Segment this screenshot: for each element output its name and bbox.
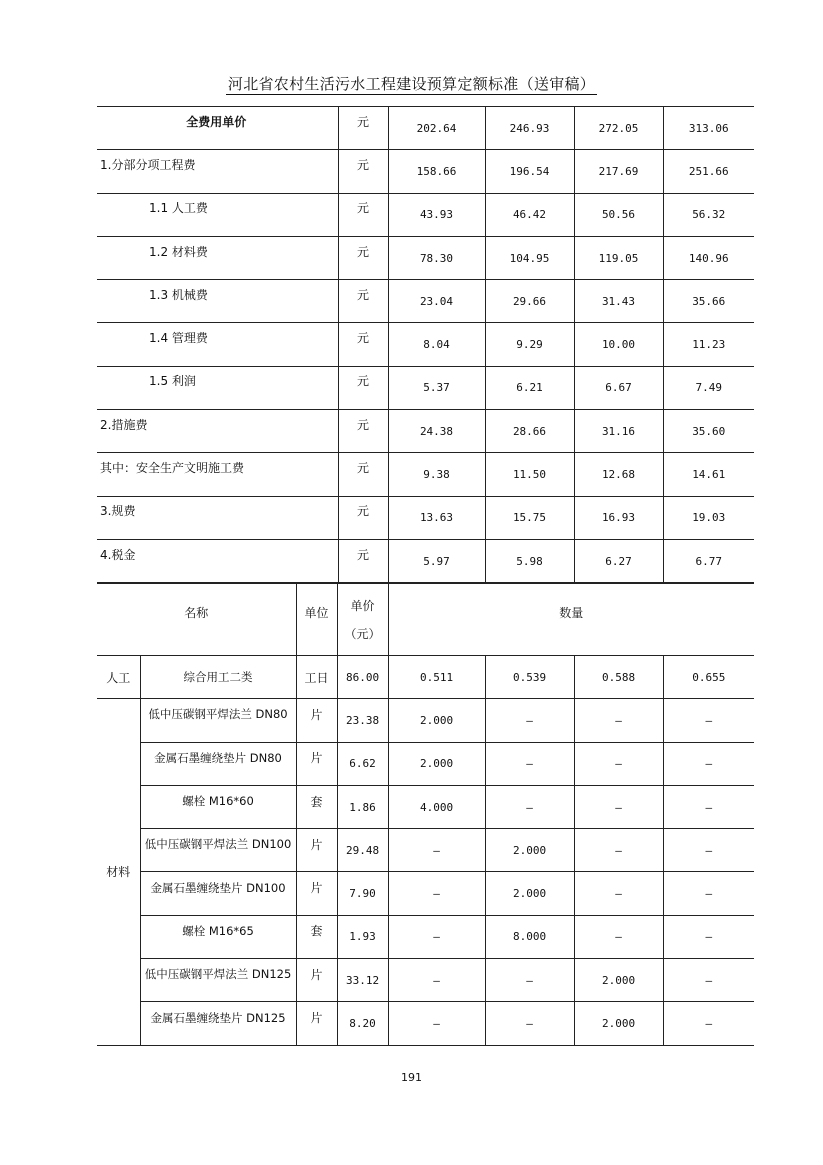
material-quantity: –: [388, 1002, 485, 1045]
material-price: 23.38: [337, 699, 388, 742]
resource-detail-body: [97, 584, 754, 1046]
header-quantity: [388, 584, 754, 656]
material-price: 29.48: [337, 829, 388, 872]
material-quantity: –: [663, 872, 754, 915]
labor-name: 综合用工二类: [140, 656, 296, 699]
summary-row: [97, 539, 754, 582]
header-quantity-text: 数量: [559, 606, 584, 620]
summary-unit: 元: [338, 323, 388, 366]
summary-value: 202.64: [388, 107, 485, 150]
summary-value: 23.04: [388, 280, 485, 323]
summary-row: [97, 107, 754, 150]
material-unit: 片: [296, 699, 337, 742]
summary-unit: 元: [338, 107, 388, 150]
summary-value: 9.29: [485, 323, 574, 366]
material-quantity: –: [485, 785, 574, 828]
summary-value: 31.16: [574, 410, 663, 453]
labor-unit: 工日: [296, 656, 337, 699]
header-price-line1: 单价: [350, 598, 375, 613]
summary-label: 其中：安全生产文明施工费: [97, 453, 338, 496]
summary-value: 11.23: [663, 323, 754, 366]
summary-value: 46.42: [485, 193, 574, 236]
material-price: 8.20: [337, 1002, 388, 1045]
summary-value: 217.69: [574, 150, 663, 193]
summary-label: 全费用单价: [97, 107, 338, 150]
summary-unit: 元: [338, 236, 388, 279]
summary-label: 1.3 机械费: [97, 280, 338, 323]
material-quantity: –: [574, 829, 663, 872]
summary-row: [97, 496, 754, 539]
summary-row: [97, 323, 754, 366]
cost-summary-table: [97, 106, 754, 583]
summary-unit: 元: [338, 150, 388, 193]
summary-value: 14.61: [663, 453, 754, 496]
summary-unit: 元: [338, 453, 388, 496]
summary-value: 35.60: [663, 410, 754, 453]
summary-value: 35.66: [663, 280, 754, 323]
resource-detail-table: [97, 583, 754, 1046]
detail-header-row: [97, 584, 754, 656]
summary-value: 104.95: [485, 236, 574, 279]
material-quantity: 2.000: [388, 742, 485, 785]
summary-value: 24.38: [388, 410, 485, 453]
summary-value: 5.98: [485, 539, 574, 582]
material-row: [97, 699, 754, 742]
summary-value: 31.43: [574, 280, 663, 323]
material-unit: 片: [296, 829, 337, 872]
summary-value: 246.93: [485, 107, 574, 150]
material-name: 低中压碳钢平焊法兰 DN125: [140, 959, 296, 1002]
labor-quantity: 0.655: [663, 656, 754, 699]
material-quantity: –: [574, 872, 663, 915]
summary-unit: 元: [338, 193, 388, 236]
summary-value: 13.63: [388, 496, 485, 539]
summary-value: 196.54: [485, 150, 574, 193]
header-name: [97, 584, 296, 656]
header-price: [337, 584, 388, 656]
material-quantity: –: [574, 915, 663, 958]
material-quantity: –: [663, 1002, 754, 1045]
summary-value: 119.05: [574, 236, 663, 279]
summary-label: 4.税金: [97, 539, 338, 582]
summary-value: 6.77: [663, 539, 754, 582]
summary-label: 1.分部分项工程费: [97, 150, 338, 193]
summary-value: 7.49: [663, 366, 754, 409]
header-unit-text: 单位: [304, 606, 329, 620]
summary-row: [97, 453, 754, 496]
material-price: 1.86: [337, 785, 388, 828]
summary-value: 12.68: [574, 453, 663, 496]
material-quantity: –: [663, 959, 754, 1002]
material-quantity: –: [388, 959, 485, 1002]
summary-value: 6.21: [485, 366, 574, 409]
labor-quantity: 0.511: [388, 656, 485, 699]
cost-summary-body: [97, 107, 754, 583]
summary-value: 251.66: [663, 150, 754, 193]
material-quantity: –: [574, 785, 663, 828]
summary-row: [97, 366, 754, 409]
header-name-text: 名称: [184, 606, 209, 620]
material-unit: 套: [296, 915, 337, 958]
material-quantity: –: [485, 959, 574, 1002]
summary-label: 1.4 管理费: [97, 323, 338, 366]
material-quantity: –: [388, 829, 485, 872]
material-row: [97, 1002, 754, 1045]
material-row: [97, 915, 754, 958]
material-row: [97, 742, 754, 785]
material-row: [97, 959, 754, 1002]
summary-value: 11.50: [485, 453, 574, 496]
summary-value: 5.37: [388, 366, 485, 409]
summary-label: 1.5 利润: [97, 366, 338, 409]
labor-category: 人工: [97, 656, 140, 699]
material-quantity: –: [663, 829, 754, 872]
labor-price: 86.00: [337, 656, 388, 699]
material-quantity: –: [663, 699, 754, 742]
summary-value: 6.67: [574, 366, 663, 409]
material-quantity: –: [388, 872, 485, 915]
material-quantity: –: [574, 699, 663, 742]
material-unit: 片: [296, 959, 337, 1002]
material-quantity: –: [663, 915, 754, 958]
summary-value: 50.56: [574, 193, 663, 236]
summary-value: 5.97: [388, 539, 485, 582]
summary-label: 1.1 人工费: [97, 193, 338, 236]
summary-value: 8.04: [388, 323, 485, 366]
material-price: 1.93: [337, 915, 388, 958]
material-quantity: –: [574, 742, 663, 785]
summary-row: [97, 410, 754, 453]
material-quantity: –: [663, 785, 754, 828]
summary-value: 56.32: [663, 193, 754, 236]
material-quantity: 2.000: [388, 699, 485, 742]
material-name: 金属石墨缠绕垫片 DN100: [140, 872, 296, 915]
page-title: [0, 73, 823, 94]
summary-value: 43.93: [388, 193, 485, 236]
material-unit: 套: [296, 785, 337, 828]
material-name: 低中压碳钢平焊法兰 DN100: [140, 829, 296, 872]
labor-quantity: 0.539: [485, 656, 574, 699]
summary-value: 140.96: [663, 236, 754, 279]
material-name: 低中压碳钢平焊法兰 DN80: [140, 699, 296, 742]
material-quantity: 4.000: [388, 785, 485, 828]
material-row: [97, 872, 754, 915]
summary-value: 313.06: [663, 107, 754, 150]
summary-value: 6.27: [574, 539, 663, 582]
labor-quantity: 0.588: [574, 656, 663, 699]
material-row: [97, 829, 754, 872]
summary-value: 272.05: [574, 107, 663, 150]
summary-value: 19.03: [663, 496, 754, 539]
summary-value: 15.75: [485, 496, 574, 539]
summary-row: [97, 236, 754, 279]
header-price-line2: （元）: [344, 626, 381, 641]
material-quantity: 2.000: [485, 872, 574, 915]
material-name: 金属石墨缠绕垫片 DN125: [140, 1002, 296, 1045]
material-quantity: –: [485, 742, 574, 785]
summary-value: 29.66: [485, 280, 574, 323]
summary-unit: 元: [338, 366, 388, 409]
summary-label: 3.规费: [97, 496, 338, 539]
summary-row: [97, 280, 754, 323]
material-quantity: 2.000: [574, 959, 663, 1002]
labor-row: [97, 656, 754, 699]
material-row: [97, 785, 754, 828]
material-unit: 片: [296, 872, 337, 915]
summary-row: [97, 150, 754, 193]
material-category: 材料: [97, 699, 140, 1045]
material-name: 金属石墨缠绕垫片 DN80: [140, 742, 296, 785]
material-quantity: –: [485, 699, 574, 742]
material-price: 7.90: [337, 872, 388, 915]
material-name: 螺栓 M16*60: [140, 785, 296, 828]
material-price: 6.62: [337, 742, 388, 785]
summary-label: 1.2 材料费: [97, 236, 338, 279]
material-unit: 片: [296, 1002, 337, 1045]
summary-value: 28.66: [485, 410, 574, 453]
summary-unit: 元: [338, 539, 388, 582]
summary-label: 2.措施费: [97, 410, 338, 453]
summary-value: 10.00: [574, 323, 663, 366]
material-quantity: –: [388, 915, 485, 958]
material-quantity: –: [663, 742, 754, 785]
material-price: 33.12: [337, 959, 388, 1002]
material-quantity: 2.000: [485, 829, 574, 872]
summary-unit: 元: [338, 280, 388, 323]
summary-row: [97, 193, 754, 236]
material-name: 螺栓 M16*65: [140, 915, 296, 958]
summary-value: 9.38: [388, 453, 485, 496]
material-quantity: –: [485, 1002, 574, 1045]
page-number: 191: [401, 1071, 422, 1084]
summary-unit: 元: [338, 496, 388, 539]
summary-unit: 元: [338, 410, 388, 453]
header-unit: [296, 584, 337, 656]
summary-value: 158.66: [388, 150, 485, 193]
material-unit: 片: [296, 742, 337, 785]
material-quantity: 2.000: [574, 1002, 663, 1045]
title-text: 河北省农村生活污水工程建设预算定额标准（送审稿）: [227, 75, 596, 93]
summary-value: 78.30: [388, 236, 485, 279]
summary-value: 16.93: [574, 496, 663, 539]
material-quantity: 8.000: [485, 915, 574, 958]
